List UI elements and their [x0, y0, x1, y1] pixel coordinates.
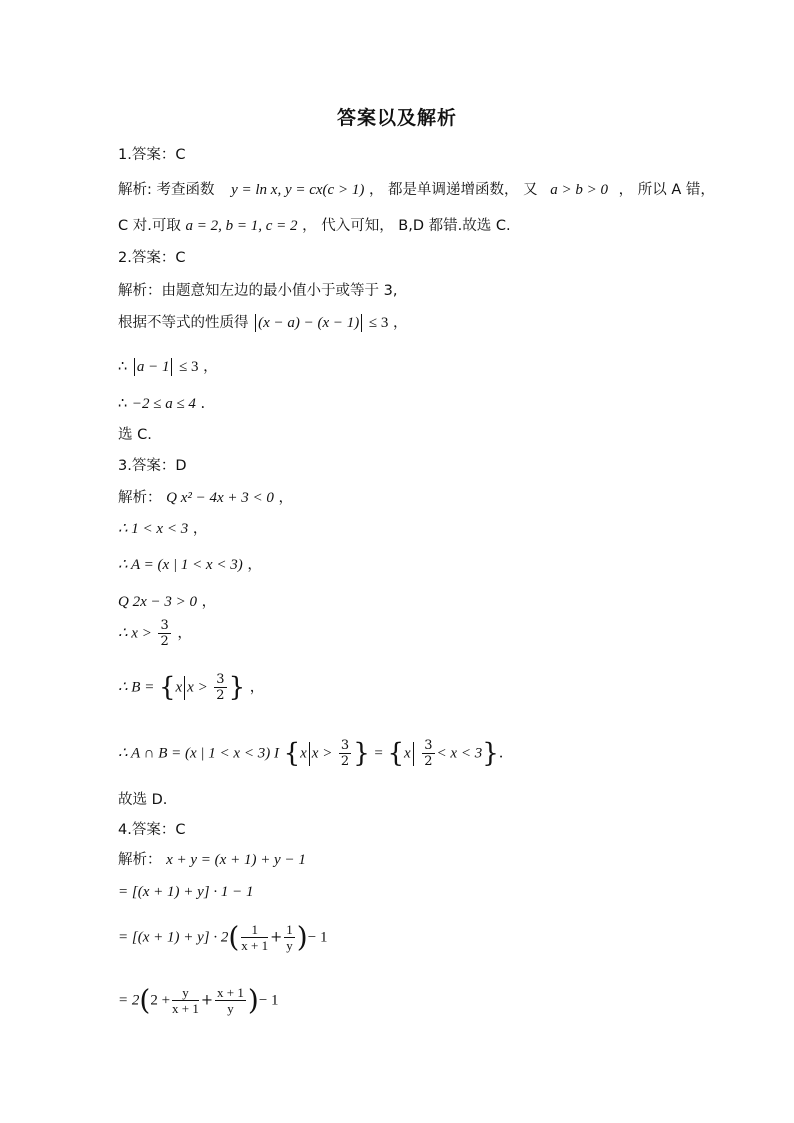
q2-text: ， — [392, 315, 408, 331]
page-title: 答案以及解析 — [336, 107, 457, 129]
q1-text: C 对.可取 — [118, 218, 181, 234]
q1-text: ， 都是单调递增函数， 又 — [368, 182, 538, 198]
q2-answer: 2.答案：C — [118, 250, 186, 266]
q2-text: 根据不等式的性质得 — [118, 315, 249, 331]
q3-formula: ∴ A ∩ B = (x | 1 < x < 3) I — [118, 745, 279, 762]
q2-text: ， — [203, 359, 218, 375]
q4-analysis-line3: = [(x + 1) + y] · 2( $\frac{1}{x + 1}$ + $\frac{1}{y}$ )− 1 — [118, 920, 328, 954]
q3-text: ， — [249, 679, 265, 696]
q3-formula: Q 2x − 3 > 0 — [118, 594, 197, 610]
fraction: $\frac{x + 1}{y}$ — [217, 985, 244, 1016]
q3-analysis-line5 — [118, 618, 192, 649]
q3-conclusion: 故选 D. — [118, 792, 168, 808]
q3-formula: Q x² − 4x + 3 < 0 — [166, 490, 274, 506]
abs-bar — [134, 358, 135, 376]
q2-analysis-line3 — [118, 357, 218, 377]
q4-formula: x + y = (x + 1) + y − 1 — [166, 852, 306, 868]
q3-text: ， — [201, 594, 217, 610]
q3-analysis-line4 — [118, 592, 216, 612]
fraction: $\frac{y}{x + 1}$ — [172, 985, 199, 1016]
q2-formula: ≤ 3 — [368, 315, 389, 331]
q3-text: ， — [177, 625, 192, 642]
fraction: $\frac{1}{x + 1}$ — [241, 922, 269, 953]
q2-formula: −2 ≤ a ≤ 4 — [131, 396, 196, 412]
q4-analysis-line4: = 2(2 + $\frac{y}{x + 1}$ + $\frac{x + 1}{y}$ )− 1 — [118, 983, 279, 1017]
q1-analysis-line1 — [118, 180, 715, 200]
q3-answer: 3.答案：D — [118, 458, 187, 474]
q3-text: ， — [247, 557, 262, 573]
q2-text: . — [200, 396, 206, 412]
q2-analysis-line1: 解析：由题意知左边的最小值小于或等于 3, — [118, 283, 398, 299]
q2-conclusion: 选 C. — [118, 427, 152, 443]
q3-text: 解析： — [118, 490, 162, 506]
q1-analysis-line2 — [118, 216, 511, 236]
fraction: $\frac{3}{2}$ — [424, 738, 433, 769]
q4-analysis-line2 — [118, 882, 253, 902]
q1-formula: a > b > 0 — [550, 182, 609, 198]
q3-text: ， — [192, 521, 208, 537]
q4-text: 解析： — [118, 852, 162, 868]
q1-text: ， 所以 A 错， — [618, 182, 715, 198]
q3-text: ， — [278, 490, 293, 506]
q3-formula: ∴ 1 < x < 3 — [118, 521, 189, 537]
q3-formula: ∴ A = (x | 1 < x < 3) — [118, 557, 243, 573]
q1-formula: a = 2, b = 1, c = 2 — [185, 218, 298, 234]
q4-formula: = 2 — [118, 992, 140, 1009]
abs-bar — [361, 314, 362, 332]
abs-bar — [171, 358, 172, 376]
q2-analysis-line2 — [118, 313, 407, 333]
q2-formula: a − 1 — [136, 359, 170, 375]
q2-formula: (x − a) − (x − 1) — [258, 315, 360, 331]
q4-analysis-line1 — [118, 850, 306, 870]
q2-analysis-line4 — [118, 394, 205, 414]
therefore-symbol: ∴ — [118, 359, 128, 375]
q4-formula: = [(x + 1) + y] · 1 − 1 — [118, 884, 254, 900]
q1-text: 解析: 考查函数 — [118, 182, 215, 198]
q3-analysis-line7: ∴ A ∩ B = (x | 1 < x < 3) I {x x > $\frac{3}{2}$ } = {x $\frac{3}{2}$ < x < 3}. — [118, 738, 504, 769]
q3-formula: ∴ B = — [118, 679, 155, 696]
q1-formula: y = ln x, y = cx(c > 1) — [231, 182, 365, 198]
fraction: $\frac{3}{2}$ — [340, 738, 350, 769]
fraction: $\frac{1}{y}$ — [286, 922, 293, 953]
fraction: $\frac{3}{2}$ — [160, 618, 169, 649]
q3-analysis-line1 — [118, 488, 293, 508]
abs-bar — [255, 314, 256, 332]
q3-analysis-line6: ∴ B = {x x > $\frac{3}{2}$ } ， — [118, 672, 265, 703]
q4-formula: = [(x + 1) + y] · 2 — [118, 929, 229, 946]
q1-answer: 1.答案：C — [118, 147, 186, 163]
q3-formula: ∴ x > — [118, 625, 152, 642]
q2-formula: ≤ 3 — [179, 359, 199, 375]
q4-answer: 4.答案：C — [118, 822, 186, 838]
q3-analysis-line2 — [118, 519, 207, 539]
q3-analysis-line3 — [118, 555, 262, 575]
q1-text: ， 代入可知， B,D 都错.故选 C. — [302, 218, 511, 234]
fraction: $\frac{3}{2}$ — [216, 672, 225, 703]
therefore-symbol: ∴ — [118, 396, 128, 412]
